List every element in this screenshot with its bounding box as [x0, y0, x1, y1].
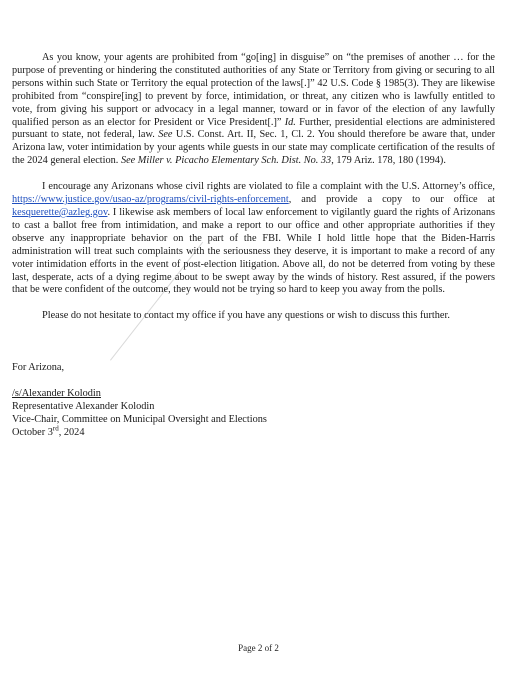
page-number: Page 2 of 2: [238, 643, 279, 653]
p1-text-d: , 179 Ariz. 178, 180 (1994).: [331, 155, 446, 167]
paragraph-legal-prohibitions: [12, 52, 495, 168]
paragraph-complaints: [12, 181, 495, 297]
p1-case-citation: See Miller v. Picacho Elementary Sch. Dist. No. 33: [120, 155, 332, 167]
closing: For Arizona,: [12, 362, 65, 374]
letter-body: [12, 52, 495, 440]
signature: /s/Alexander Kolodin: [12, 388, 101, 400]
p2-text-c: . I likewise ask members of local law enforcement to vigilantly guard the rights of Arizonans to cast a ballot free from intimidation, and make a report to our office and other appropriate authorities if they observe any inappropriate behavior on the part of the FBI. While I hold little hope that the Biden-Harris administration will treat such complaints with the seriousness they deserve, it is important to make a record of any voter intimidation efforts in the event of post-election litigation. Above all, do not be deterred from voting by these last, desperate, acts of a dying regime about to be swept away by the winds of history. Rest assured, if the powers that be were confident of the outcome, they would not be trying so hard to keep you away from the polls.: [12, 206, 495, 296]
spacer-small: [12, 375, 495, 388]
date-year: , 2024: [58, 426, 85, 438]
p1-text-a: As you know, your agents are prohibited from “go[ing] in disguise” on “the premises of another … for the purpose of preventing or hindering the constituted authorities of any State or Territory from giving or securing to all persons within such State or Territory the equal protection of the laws[.]” 42 U.S. Code § 1985(3). They are likewise prohibited from “conspire[ing] to prevent by force, intimidation, or threat, any citizen who is lawfully entitled to vote, from giving his support or advocacy in a legal manner, toward or in favor of the election of any lawfully qualified person as an elector for President or Vice President[.]”: [12, 52, 495, 128]
signer-name: Representative Alexander Kolodin: [12, 401, 155, 413]
p1-citation-id: Id.: [284, 116, 296, 128]
p2-text-a: I encourage any Arizonans whose civil rights are violated to file a complaint with the U.S. Attorney’s office,: [42, 181, 495, 193]
civil-rights-url-link[interactable]: https://www.justice.gov/usao-az/programs/civil-rights-enforcement: [12, 194, 289, 206]
letter-date: [12, 424, 495, 440]
date-month-day: October 3: [12, 426, 53, 438]
p1-text-c: U.S. Const. Art. II, Sec. 1, Cl. 2. You should therefore be aware that, under Arizona law, voter intimidation by your agents while guests in our state may complicate certification of the results of the 2024 general election.: [12, 129, 495, 167]
email-link[interactable]: kesquerette@azleg.gov: [12, 206, 108, 218]
p2-text-b: , and provide a copy to our office at: [288, 194, 495, 206]
paragraph-contact: Please do not hesitate to contact my office if you have any questions or wish to discuss this further.: [42, 310, 450, 322]
spacer: [12, 336, 495, 362]
date-ordinal: rd: [52, 424, 59, 433]
p1-text-b: Further, presidential elections are administered pursuant to state, not federal, law.: [12, 116, 496, 141]
signer-title: Vice-Chair, Committee on Municipal Oversight and Elections: [12, 413, 267, 425]
p1-see: See: [158, 129, 173, 141]
